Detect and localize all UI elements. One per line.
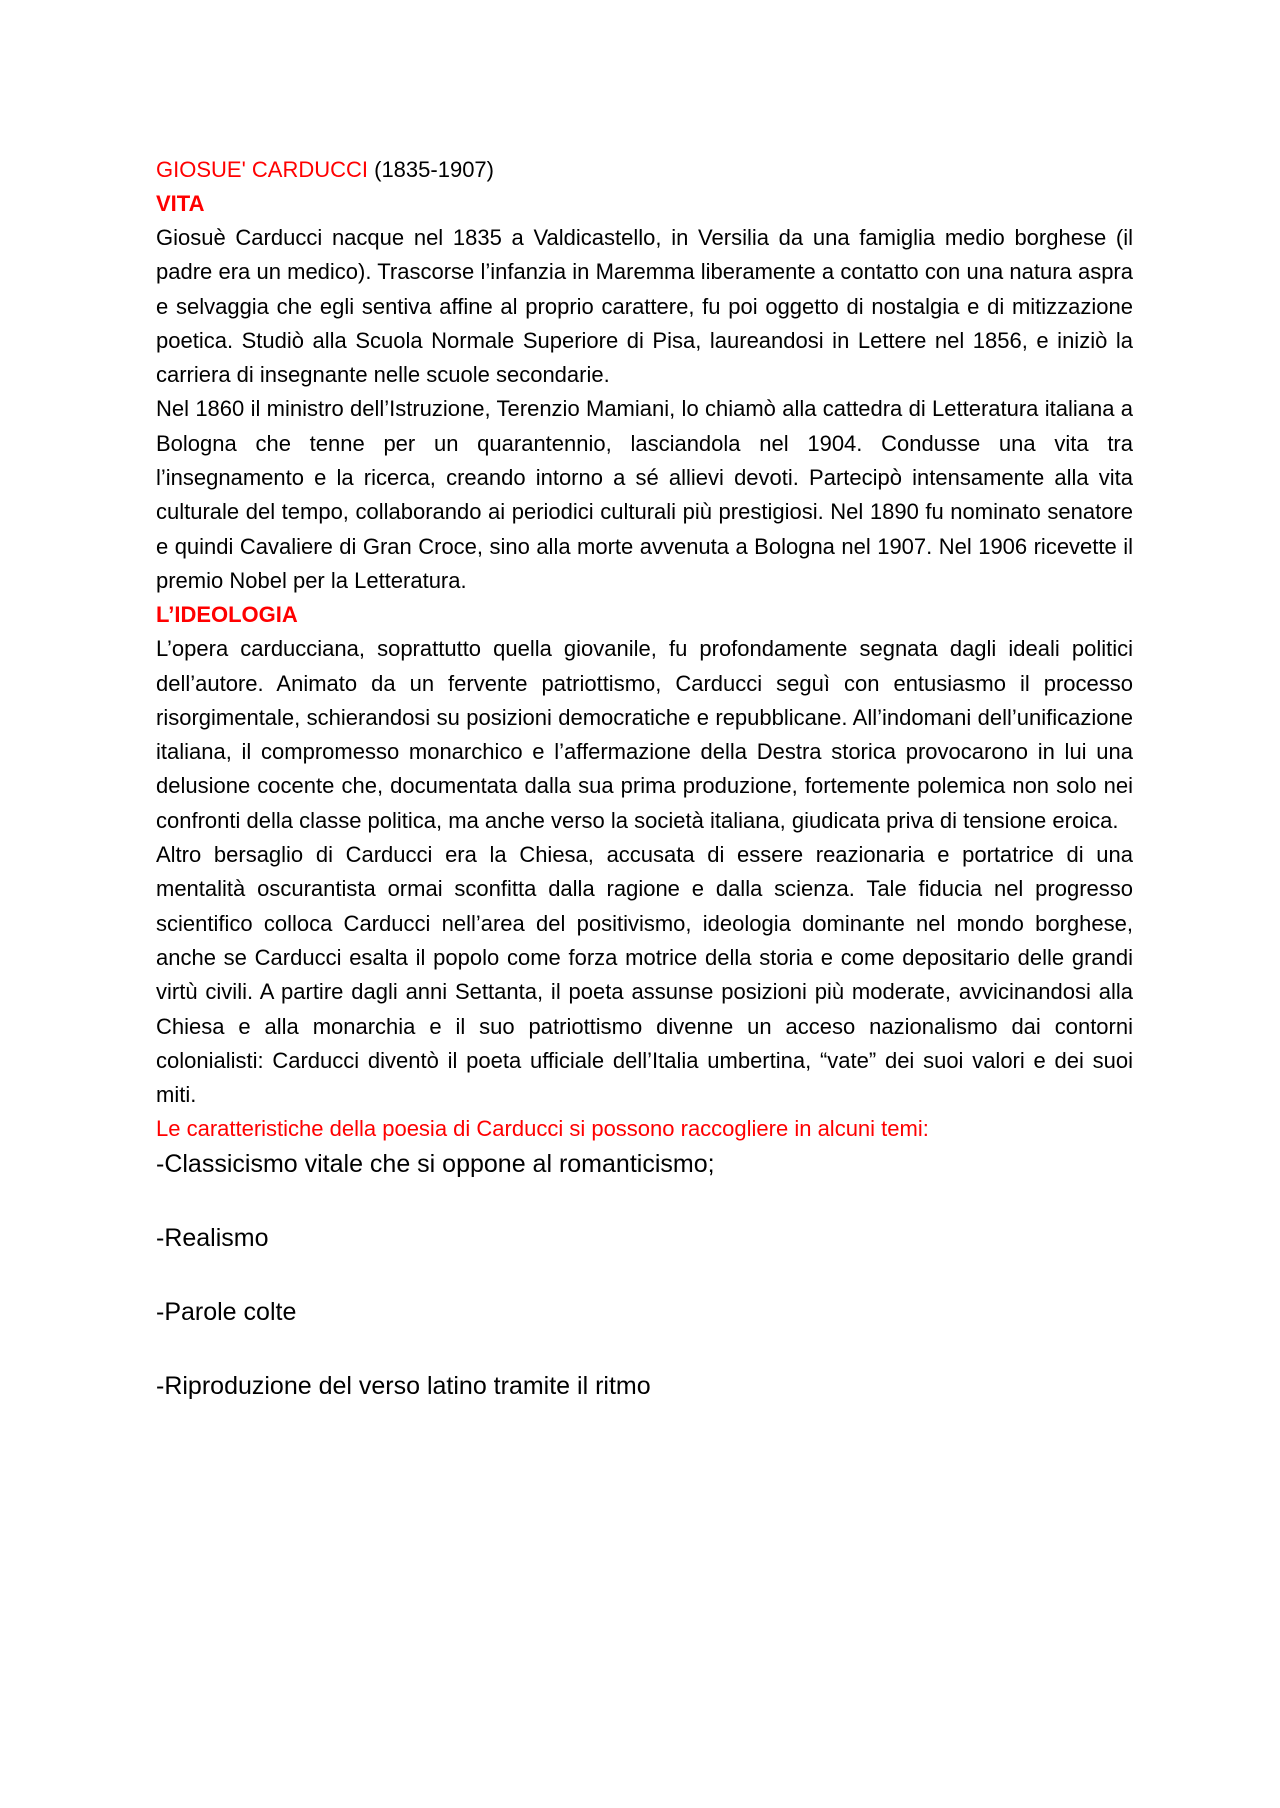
section-heading-ideologia: L’IDEOLOGIA: [156, 602, 298, 628]
document-title-line: [156, 153, 1133, 187]
paragraph-ideologia-2: Altro bersaglio di Carducci era la Chiesa, accusata di essere reazionaria e portatrice di una mentalità oscurantista ormai sconfitta dalla ragione e dalla scienza. Tale fiducia nel progresso scientifico colloca Carducci nell’area del positivismo, ideologia dominante nel mondo borghese, anche se Carducci esalta il popolo come forza motrice della storia e come depositario delle grandi virtù civili. A partire dagli anni Settanta, il poeta assunse posizioni più moderate, avvicinandosi alla Chiesa e alla monarchia e il suo patriottismo divenne un acceso nazionalismo dai contorni colonialisti: Carducci diventò il poeta ufficiale dell’Italia umbertina, “vate” dei suoi valori e dei suoi miti.: [156, 842, 1133, 1108]
paragraph-vita-1: Giosuè Carducci nacque nel 1835 a Valdicastello, in Versilia da una famiglia medio borghese (il padre era un medico). Trascorse l’infanzia in Maremma liberamente a contatto con una natura aspra e selvaggia che egli sentiva affine al proprio carattere, fu poi oggetto di nostalgia e di mitizzazione poetica. Studiò alla Scuola Normale Superiore di Pisa, laureandosi in Lettere nel 1856, e iniziò la carriera di insegnante nelle scuole secondarie.: [156, 225, 1133, 388]
themes-list: [156, 1146, 1133, 1405]
theme-item: -Parole colte: [156, 1298, 297, 1327]
paragraph-vita-2: Nel 1860 il ministro dell’Istruzione, Terenzio Mamiani, lo chiamò alla cattedra di Letteratura italiana a Bologna che tenne per un quarantennio, lasciandola nel 1904. Condusse una vita tra l’insegnamento e la ricerca, creando intorno a sé allievi devoti. Partecipò intensamente alla vita culturale del tempo, collaborando ai periodici culturali più prestigiosi. Nel 1890 fu nominato senatore e quindi Cavaliere di Gran Croce, sino alla morte avvenuta a Bologna nel 1907. Nel 1906 ricevette il premio Nobel per la Letteratura.: [156, 396, 1133, 593]
document-body: [156, 153, 1133, 1442]
theme-item: -Classicismo vitale che si oppone al romanticismo;: [156, 1150, 715, 1179]
themes-intro: Le caratteristiche della poesia di Carducci si possono raccogliere in alcuni temi:: [156, 1116, 929, 1142]
section-heading-vita: VITA: [156, 191, 205, 216]
document-dates: (1835-1907): [374, 157, 494, 182]
theme-item: -Realismo: [156, 1224, 269, 1253]
document-title: GIOSUE' CARDUCCI: [156, 157, 368, 182]
theme-item: -Riproduzione del verso latino tramite il ritmo: [156, 1372, 651, 1401]
paragraph-ideologia-1: L’opera carducciana, soprattutto quella giovanile, fu profondamente segnata dagli ideali politici dell’autore. Animato da un fervente patriottismo, Carducci seguì con entusiasmo il processo risorgimentale, schierandosi su posizioni democratiche e repubblicane. All’indomani dell’unificazione italiana, il compromesso monarchico e l’affermazione della Destra storica provocarono in lui una delusione cocente che, documentata dalla sua prima produzione, fortemente polemica non solo nei confronti della classe politica, ma anche verso la società italiana, giudicata priva di tensione eroica.: [156, 636, 1133, 833]
